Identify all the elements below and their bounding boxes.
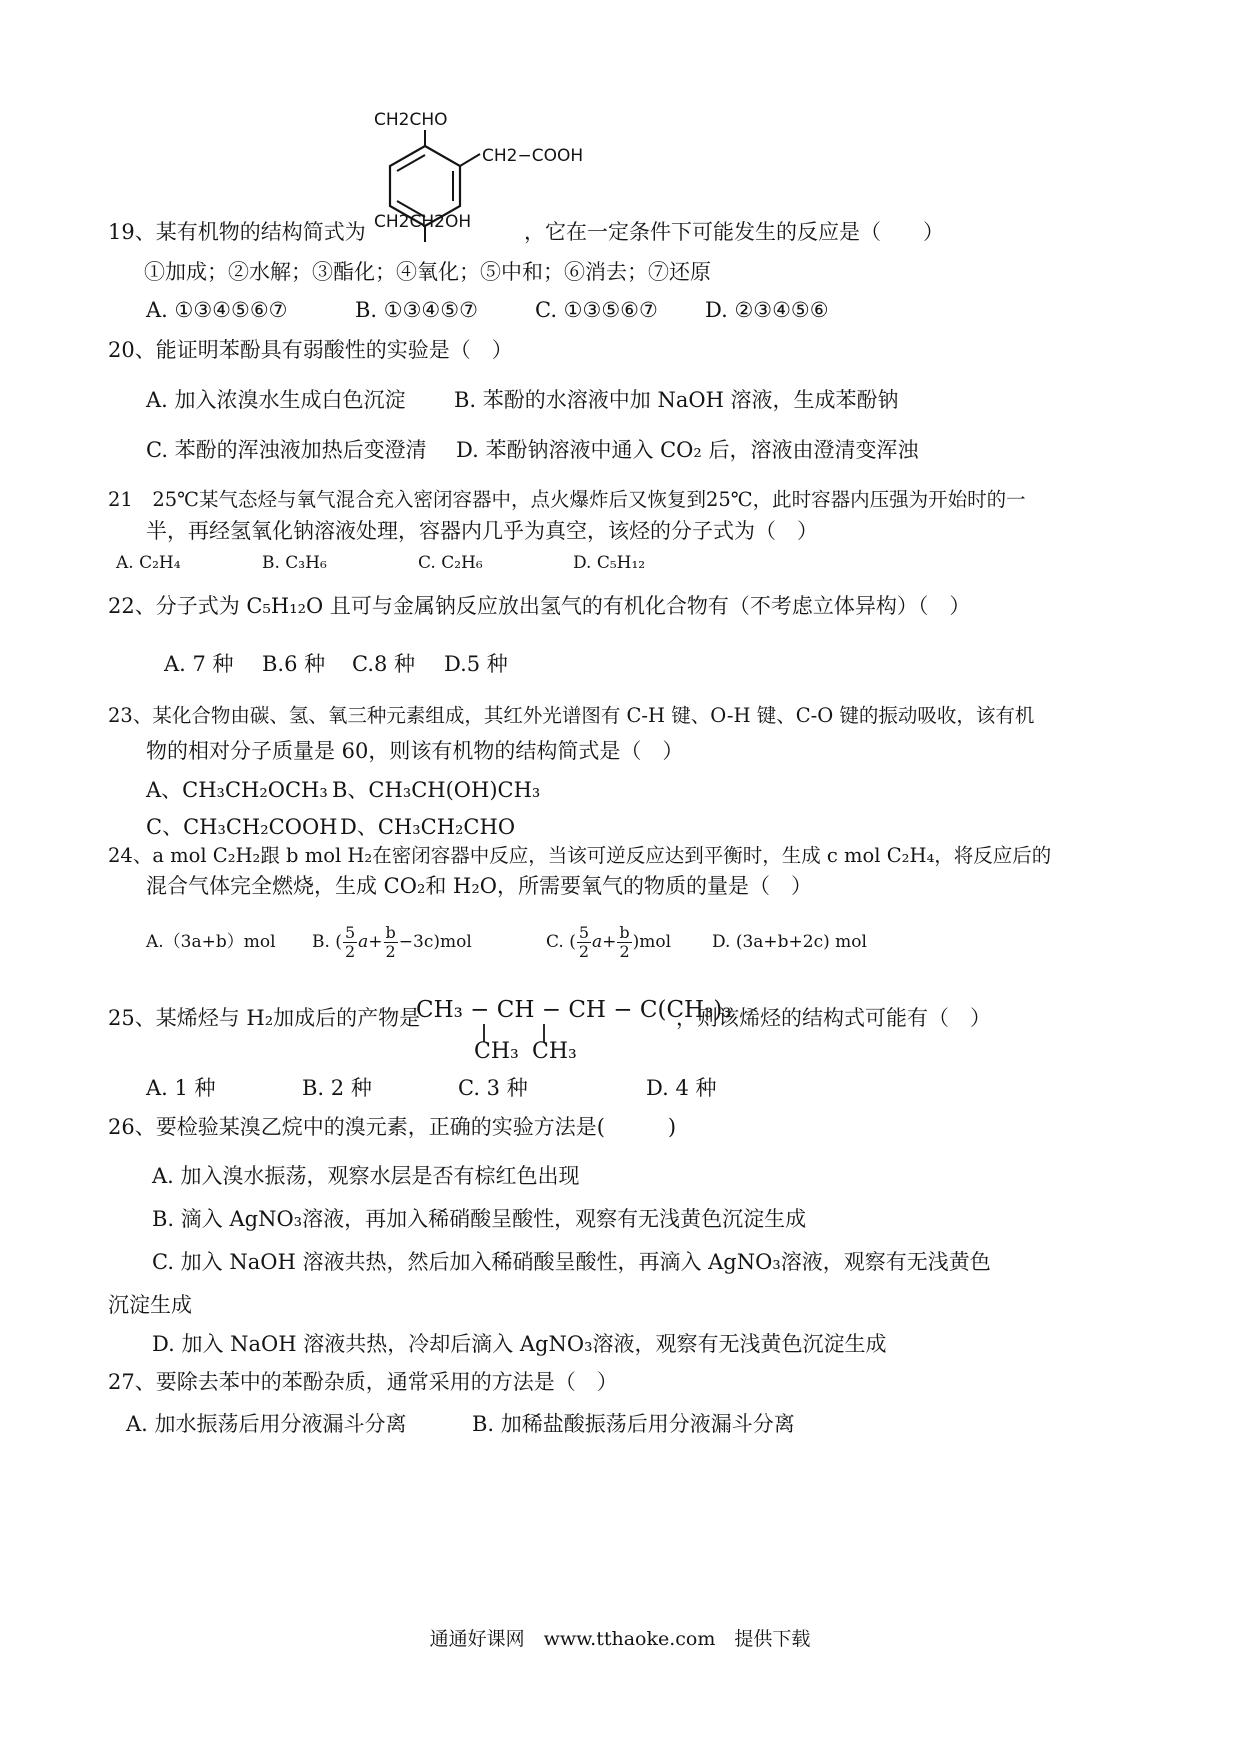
q22-option-c: C.8 种 bbox=[352, 652, 416, 676]
plus-sign: + bbox=[368, 932, 383, 952]
q25-stem-part2: ，则该烯烃的结构式可能有（ ） bbox=[676, 1006, 991, 1030]
q22-option-b: B.6 种 bbox=[262, 652, 326, 676]
q24-option-c-prefix: C. ( bbox=[546, 932, 576, 952]
q23-option-b: B、CH₃CH(OH)CH₃ bbox=[332, 778, 541, 802]
q21-stem-line1: 21 25℃某气态烃与氧气混合充入密闭容器中，点火爆炸后又恢复到25℃，此时容器内压强为开始时的一 bbox=[108, 488, 1026, 511]
q24-option-c-suffix: )mol bbox=[632, 932, 672, 952]
fraction-b-over-2: $\frac{b}{2}$ bbox=[385, 923, 396, 961]
q25-stem-part1: 25、某烯烃与 H₂加成后的产物是 bbox=[108, 1006, 421, 1030]
q20-stem: 20、能证明苯酚具有弱酸性的实验是（ ） bbox=[108, 338, 513, 362]
q25-option-c: C. 3 种 bbox=[458, 1076, 528, 1100]
q21-option-a: A. C₂H₄ bbox=[116, 553, 181, 573]
q26-option-d: D. 加入 NaOH 溶液共热，冷却后滴入 AgNO₃溶液，观察有无浅黄色沉淀生成 bbox=[152, 1332, 887, 1356]
q23-stem-line1: 23、某化合物由碳、氢、氧三种元素组成，其红外光谱图有 C-H 键、O-H 键、C-O 键的振动吸收，该有机 bbox=[108, 704, 1035, 727]
q25-formula: CH₃ − CH − CH − C(CH₃)₃ bbox=[416, 997, 732, 1023]
q27-stem: 27、要除去苯中的苯酚杂质，通常采用的方法是（ ） bbox=[108, 1370, 618, 1394]
q20-option-c: C. 苯酚的浑浊液加热后变澄清 bbox=[146, 438, 427, 462]
q19-option-c: C. ①③⑤⑥⑦ bbox=[535, 298, 658, 322]
q24-stem-line2: 混合气体完全燃烧，生成 CO₂和 H₂O，所需要氧气的物质的量是（ ） bbox=[146, 874, 812, 898]
q26-option-a: A. 加入溴水振荡，观察水层是否有棕红色出现 bbox=[152, 1164, 580, 1188]
q20-option-b: B. 苯酚的水溶液中加 NaOH 溶液，生成苯酚钠 bbox=[454, 388, 899, 412]
q21-option-c: C. C₂H₆ bbox=[418, 553, 483, 573]
q22-option-d: D.5 种 bbox=[444, 652, 508, 676]
q22-stem: 22、分子式为 C₅H₁₂O 且可与金属钠反应放出氢气的有机化合物有（不考虑立体异构）（ ） bbox=[108, 594, 971, 618]
q20-option-a: A. 加入浓溴水生成白色沉淀 bbox=[146, 388, 406, 412]
q23-stem-line2: 物的相对分子质量是 60，则该有机物的结构简式是（ ） bbox=[146, 739, 684, 763]
q27-option-b: B. 加稀盐酸振荡后用分液漏斗分离 bbox=[472, 1412, 795, 1436]
struct-bottom-group: CH2CH2OH bbox=[374, 212, 472, 232]
q24-option-b bbox=[312, 912, 472, 972]
fraction-5-over-2: $\frac{5}{2}$ bbox=[578, 923, 590, 961]
q24-option-b-prefix: B. ( bbox=[312, 932, 342, 952]
q26-option-c-line1: C. 加入 NaOH 溶液共热，然后加入稀硝酸呈酸性，再滴入 AgNO₃溶液，观察有无浅黄色 bbox=[152, 1250, 991, 1274]
q25-option-a: A. 1 种 bbox=[146, 1076, 216, 1100]
q23-option-d: D、CH₃CH₂CHO bbox=[340, 815, 516, 839]
q19-option-a: A. ①③④⑤⑥⑦ bbox=[146, 298, 288, 322]
fraction-b-over-2: $\frac{b}{2}$ bbox=[619, 923, 630, 961]
q19-reactions: ①加成；②水解；③酯化；④氧化；⑤中和；⑥消去；⑦还原 bbox=[144, 260, 711, 284]
q27-option-a: A. 加水振荡后用分液漏斗分离 bbox=[126, 1412, 407, 1436]
fraction-5-over-2: $\frac{5}{2}$ bbox=[344, 923, 356, 961]
q20-option-d: D. 苯酚钠溶液中通入 CO₂ 后，溶液由澄清变浑浊 bbox=[456, 438, 919, 462]
q25-option-d: D. 4 种 bbox=[646, 1076, 717, 1100]
var-a: a bbox=[592, 932, 603, 952]
q26-option-c-line2: 沉淀生成 bbox=[108, 1293, 192, 1317]
q19-stem-part1: 19、某有机物的结构简式为 bbox=[108, 220, 366, 244]
q22-option-a: A. 7 种 bbox=[164, 652, 234, 676]
bond-right bbox=[460, 154, 480, 166]
q23-option-a: A、CH₃CH₂OCH₃ bbox=[146, 778, 328, 802]
var-a: a bbox=[358, 932, 369, 952]
q24-option-c bbox=[546, 912, 671, 972]
struct-right-group: CH2−COOH bbox=[482, 146, 584, 166]
q19-option-d: D. ②③④⑤⑥ bbox=[705, 298, 829, 322]
q25-option-b: B. 2 种 bbox=[302, 1076, 372, 1100]
q21-option-d: D. C₅H₁₂ bbox=[573, 553, 646, 573]
ring-inner-bond bbox=[397, 155, 425, 171]
plus-sign: + bbox=[602, 932, 617, 952]
q26-stem: 26、要检验某溴乙烷中的溴元素，正确的实验方法是( ) bbox=[108, 1115, 677, 1139]
q19-stem-part2: ，它在一定条件下可能发生的反应是（ ） bbox=[524, 220, 944, 244]
q19-option-b: B. ①③④⑤⑦ bbox=[355, 298, 478, 322]
q23-option-c: C、CH₃CH₂COOH bbox=[146, 815, 338, 839]
q24-option-a: A.（3a+b）mol bbox=[146, 932, 276, 952]
struct-top-group: CH2CHO bbox=[374, 110, 448, 130]
q21-option-b: B. C₃H₆ bbox=[262, 553, 327, 573]
q24-option-d: D. (3a+b+2c) mol bbox=[712, 932, 867, 952]
q21-stem-line2: 半，再经氢氧化钠溶液处理，容器内几乎为真空，该烃的分子式为（ ） bbox=[146, 519, 818, 543]
page-footer: 通通好课网 www.tthaoke.com 提供下载 bbox=[429, 1628, 811, 1650]
q25-branch-1: CH₃ bbox=[474, 1039, 519, 1064]
q25-branch-2: CH₃ bbox=[532, 1039, 577, 1064]
q24-stem-line1: 24、a mol C₂H₂跟 b mol H₂在密闭容器中反应，当该可逆反应达到平衡时，生成 c mol C₂H₄，将反应后的 bbox=[108, 844, 1052, 867]
q26-option-b: B. 滴入 AgNO₃溶液，再加入稀硝酸呈酸性，观察有无浅黄色沉淀生成 bbox=[152, 1207, 807, 1231]
q24-option-b-suffix: −3c)mol bbox=[398, 932, 472, 952]
